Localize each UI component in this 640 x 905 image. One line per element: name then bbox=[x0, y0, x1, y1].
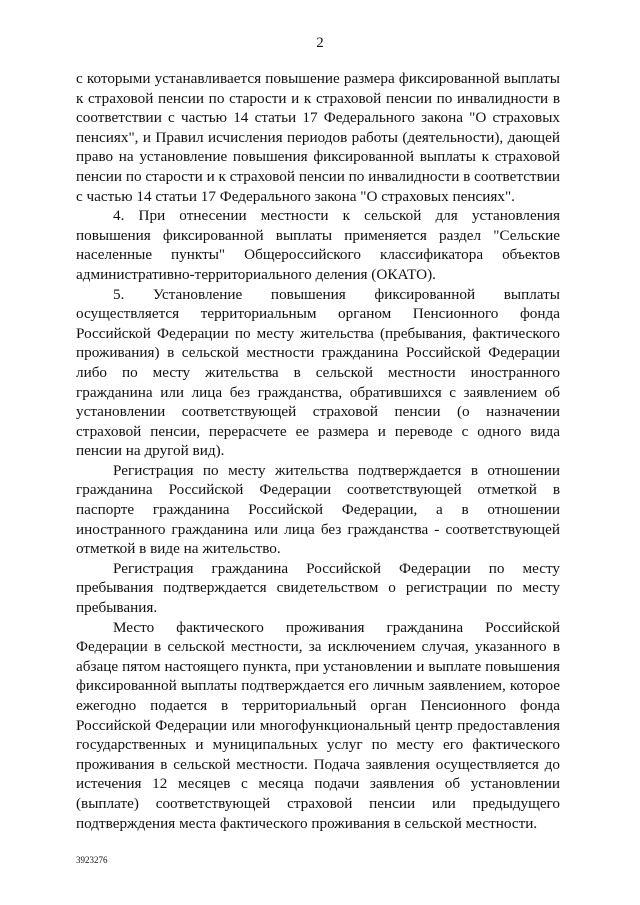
paragraph-continuation: с которыми устанавливается повышение размера фиксированной выплаты к страховой пенсии по старости и к страховой пенсии по инвалидности в соответствии с частью 14 статьи 17 Федерального закона "О страховых пенсиях", и Правил исчисления периодов работы (деятельности), дающей право на установление повышения фиксированной выплаты к страховой пенсии по старости и к страховой пенсии по инвалидности в соответствии с частью 14 статьи 17 Федерального закона "О страховых пенсиях". bbox=[76, 70, 560, 205]
paragraph-actual-residence: Место фактического проживания гражданина Российской Федерации в сельской местности, за исключением случая, указанного в абзаце пятом настоящего пункта, при установлении и выплате повышения фиксированной выплаты подтверждается его личным заявлением, которое ежегодно подается в территориальный орган Пенсионного фонда Российской Федерации или многофункциональный центр предоставления государственных и муниципальных услуг по месту его фактического проживания в сельской местности. Подача заявления осуществляется до истечения 12 месяцев с месяца подачи заявления об установлении (выплате) соответствующей страховой пенсии или предыдущего подтверждения места фактического проживания в сельской местности. bbox=[76, 618, 560, 832]
paragraph-item-4: 4. При отнесении местности к сельской для установления повышения фиксированной выплаты применяется раздел "Сельские населенные пункты" Общероссийского классификатора объектов административно-территориального деления (ОКАТО). bbox=[76, 207, 560, 283]
document-body bbox=[76, 69, 560, 833]
paragraph-item-5: 5. Установление повышения фиксированной выплаты осуществляется территориальным органом Пенсионного фонда Российской Федерации по месту жительства (пребывания, фактического проживания) в сельской местности гражданина Российской Федерации либо по месту жительства в сельской местности иностранного гражданина или лица без гражданства, обратившихся с заявлением об установлении соответствующей страховой пенсии (о назначении страховой пенсии, перерасчете ее размера и переводе с одного вида пенсии на другой вид). bbox=[76, 285, 560, 460]
paragraph-registration-stay: Регистрация гражданина Российской Федерации по месту пребывания подтверждается свидетельством о регистрации по месту пребывания. bbox=[76, 559, 560, 617]
document-code: 3923276 bbox=[76, 855, 108, 865]
page-number: 2 bbox=[316, 35, 324, 51]
paragraph-registration-residence: Регистрация по месту жительства подтверждается в отношении гражданина Российской Федерации соответствующей отметкой в паспорте гражданина Российской Федерации, а в отношении иностранного гражданина или лица без гражданства - соответствующей отметкой в виде на жительство. bbox=[76, 461, 560, 558]
